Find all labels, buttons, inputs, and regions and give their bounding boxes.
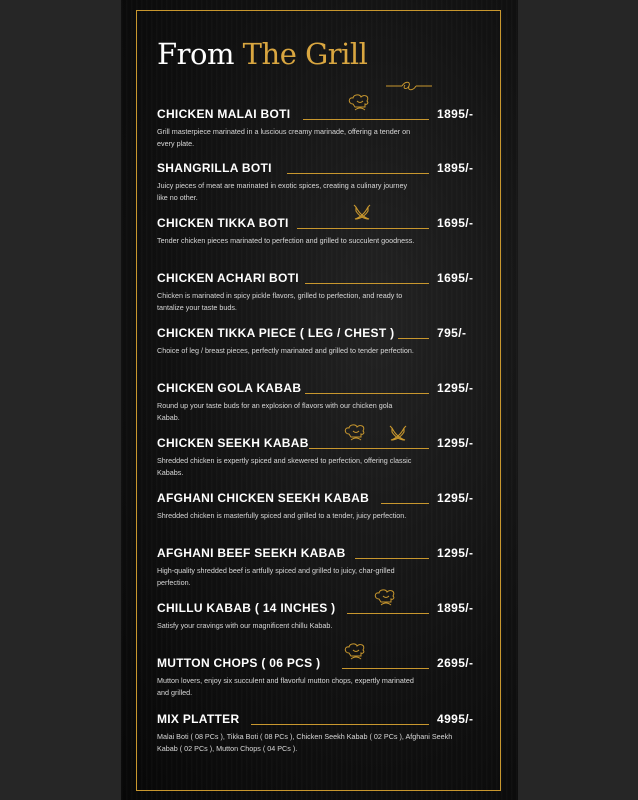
gold-separator-line bbox=[251, 724, 429, 725]
item-description: Malai Boti ( 08 PCs ), Tikka Boti ( 08 PCs ), Chicken Seekh Kabab ( 02 PCs ), Afghani Seekh Kabab ( 02 PCs ), Mutton Chops ( 04 PCs ). bbox=[157, 732, 453, 753]
title-part-from: From bbox=[157, 37, 243, 71]
item-name: AFGHANI CHICKEN SEEKH KABAB bbox=[157, 491, 370, 505]
gold-separator-line bbox=[398, 338, 429, 339]
item-description: Choice of leg / breast pieces, perfectly marinated and grilled to tender perfection. bbox=[157, 346, 414, 355]
item-price: 1895/- bbox=[437, 107, 474, 121]
item-price: 4995/- bbox=[437, 712, 474, 726]
item-price: 795/- bbox=[437, 326, 467, 340]
item-price: 1295/- bbox=[437, 436, 474, 450]
item-price: 1295/- bbox=[437, 381, 474, 395]
page-title bbox=[157, 37, 368, 71]
item-name: CHILLU KABAB ( 14 INCHES ) bbox=[157, 601, 336, 615]
item-name: CHICKEN GOLA KABAB bbox=[157, 381, 302, 395]
item-name: CHICKEN TIKKA BOTI bbox=[157, 216, 289, 230]
menu-page bbox=[121, 0, 518, 800]
item-description: High-quality shredded beef is artfully spiced and grilled to juicy, char-grilled perfection. bbox=[157, 566, 395, 587]
item-description: Juicy pieces of meat are marinated in exotic spices, creating a culinary journey like no other. bbox=[157, 181, 408, 202]
chef-icon bbox=[347, 94, 373, 116]
item-description: Round up your taste buds for an explosion of flavors with our chicken gola Kabab. bbox=[157, 401, 393, 422]
item-name: CHICKEN TIKKA PIECE ( LEG / CHEST ) bbox=[157, 326, 395, 340]
item-description: Shredded chicken is expertly spiced and skewered to perfection, offering classic Kababs. bbox=[157, 456, 412, 477]
title-part-the-grill: The Grill bbox=[242, 37, 368, 71]
item-price: 2695/- bbox=[437, 656, 474, 670]
gold-separator-line bbox=[305, 393, 429, 394]
item-name: CHICKEN ACHARI BOTI bbox=[157, 271, 299, 285]
chef-icon bbox=[373, 589, 399, 611]
chef-icon bbox=[343, 643, 369, 665]
item-name: MIX PLATTER bbox=[157, 712, 240, 726]
item-name: CHICKEN SEEKH KABAB bbox=[157, 436, 309, 450]
chili-icon bbox=[389, 425, 407, 443]
item-description: Chicken is marinated in spicy pickle flavors, grilled to perfection, and ready to tantalize your taste buds. bbox=[157, 291, 403, 312]
item-price: 1895/- bbox=[437, 161, 474, 175]
item-price: 1295/- bbox=[437, 491, 474, 505]
item-name: MUTTON CHOPS ( 06 PCS ) bbox=[157, 656, 321, 670]
chef-icon bbox=[343, 424, 369, 446]
item-name: SHANGRILLA BOTI bbox=[157, 161, 272, 175]
gold-separator-line bbox=[305, 283, 429, 284]
gold-separator-line bbox=[347, 613, 429, 614]
item-description: Mutton lovers, enjoy six succulent and flavorful mutton chops, expertly marinated and grilled. bbox=[157, 676, 414, 697]
item-price: 1695/- bbox=[437, 271, 474, 285]
item-description: Grill masterpiece marinated in a luscious creamy marinade, offering a tender on every plate. bbox=[157, 127, 411, 148]
gold-separator-line bbox=[297, 228, 429, 229]
item-description: Tender chicken pieces marinated to perfection and grilled to succulent goodness. bbox=[157, 236, 415, 245]
gold-separator-line bbox=[342, 668, 429, 669]
item-name: AFGHANI BEEF SEEKH KABAB bbox=[157, 546, 346, 560]
item-description: Shredded chicken is masterfully spiced and grilled to a tender, juicy perfection. bbox=[157, 511, 407, 520]
item-description: Satisfy your cravings with our magnificent chillu Kabab. bbox=[157, 621, 333, 630]
gold-separator-line bbox=[287, 173, 429, 174]
item-name: CHICKEN MALAI BOTI bbox=[157, 107, 291, 121]
gold-separator-line bbox=[355, 558, 429, 559]
ornament-swirl-icon bbox=[385, 80, 433, 92]
gold-separator-line bbox=[303, 119, 429, 120]
item-price: 1295/- bbox=[437, 546, 474, 560]
item-price: 1695/- bbox=[437, 216, 474, 230]
item-price: 1895/- bbox=[437, 601, 474, 615]
gold-separator-line bbox=[309, 448, 429, 449]
chili-icon bbox=[353, 204, 371, 222]
gold-separator-line bbox=[381, 503, 429, 504]
